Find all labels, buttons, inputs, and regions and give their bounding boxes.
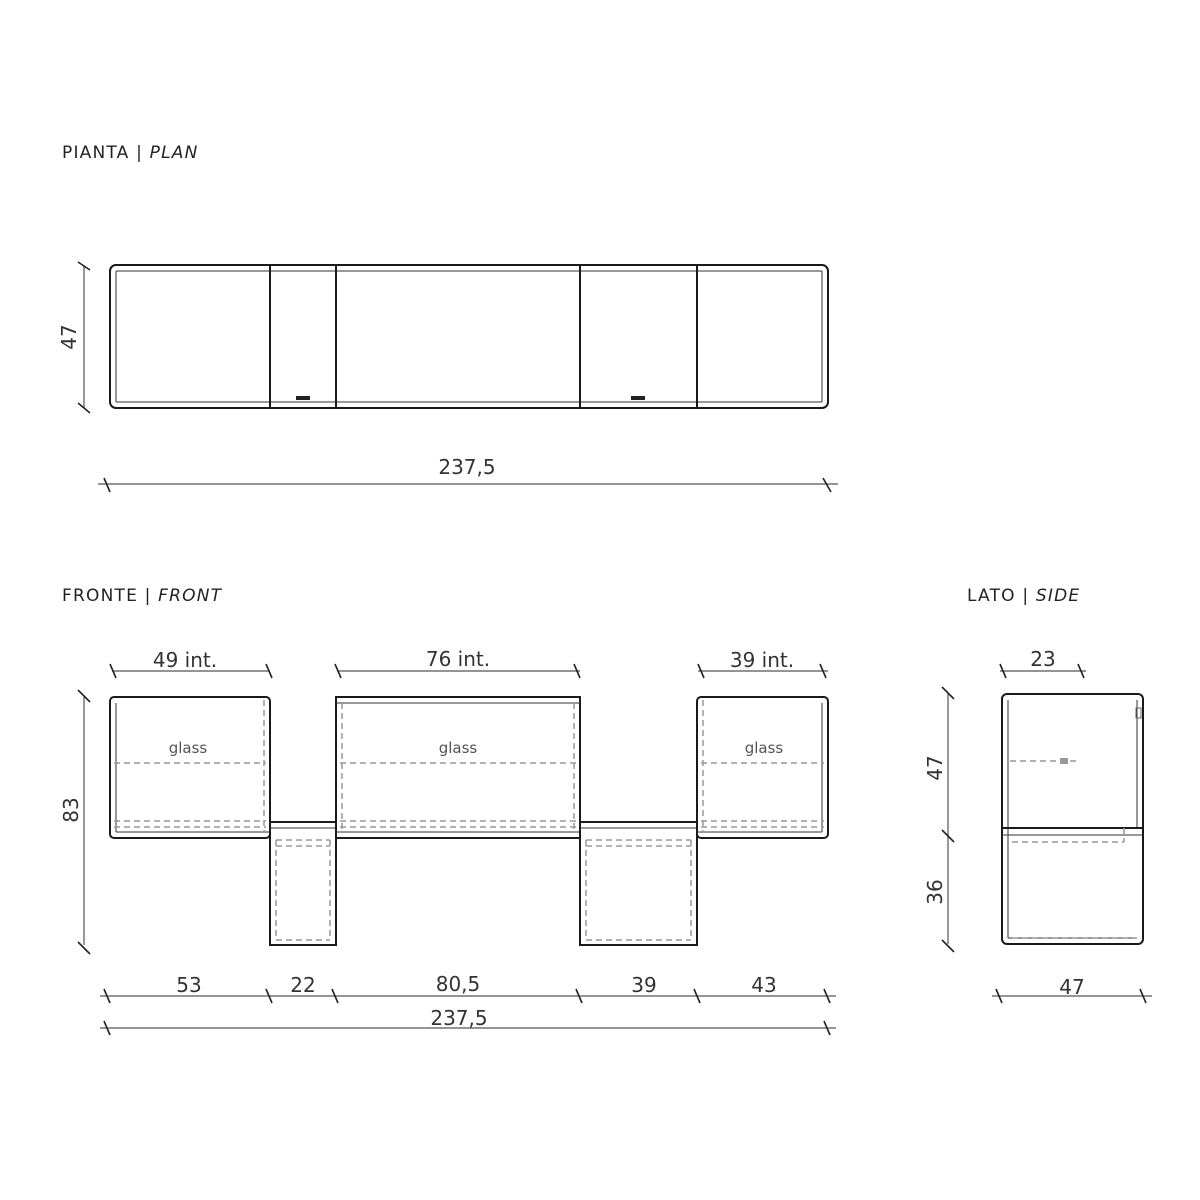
side-depth-label: 47 xyxy=(1059,975,1085,999)
front-segment-3: 80,5 xyxy=(435,972,481,996)
glass-label-1: glass xyxy=(168,739,208,757)
glass-label-3: glass xyxy=(744,739,784,757)
side-outline xyxy=(1002,694,1143,944)
front-upper-module-3 xyxy=(697,697,828,838)
front-upper-module-2 xyxy=(336,697,580,838)
plan-total-label: 237,5 xyxy=(438,455,496,479)
front-segment-2: 22 xyxy=(290,973,316,997)
front-upper-module-1 xyxy=(110,697,270,838)
plan-title: PIANTA | PLAN xyxy=(62,143,199,163)
plan-depth-label: 47 xyxy=(57,324,81,350)
front-int-dim-1: 49 int. xyxy=(152,648,218,672)
plan-handle xyxy=(296,396,310,400)
front-int-dim-3: 39 int. xyxy=(729,648,795,672)
plan-view xyxy=(57,143,838,492)
front-height-label: 83 xyxy=(59,797,83,823)
front-segment-4: 39 xyxy=(631,973,657,997)
side-lower-label: 36 xyxy=(923,879,947,905)
side-upper-label: 47 xyxy=(923,755,947,781)
front-segment-1: 53 xyxy=(176,973,202,997)
plan-handle xyxy=(631,396,645,400)
front-view xyxy=(59,586,836,1035)
plan-outline xyxy=(110,265,828,408)
glass-label-2: glass xyxy=(438,739,478,757)
front-int-dim-2: 76 int. xyxy=(425,647,491,671)
front-segment-5: 43 xyxy=(751,973,777,997)
front-title: FRONTE | FRONT xyxy=(62,586,223,606)
front-total-label: 237,5 xyxy=(430,1006,488,1030)
side-top-label: 23 xyxy=(1030,647,1056,671)
side-view xyxy=(923,586,1152,1003)
side-title: LATO | SIDE xyxy=(967,586,1081,606)
